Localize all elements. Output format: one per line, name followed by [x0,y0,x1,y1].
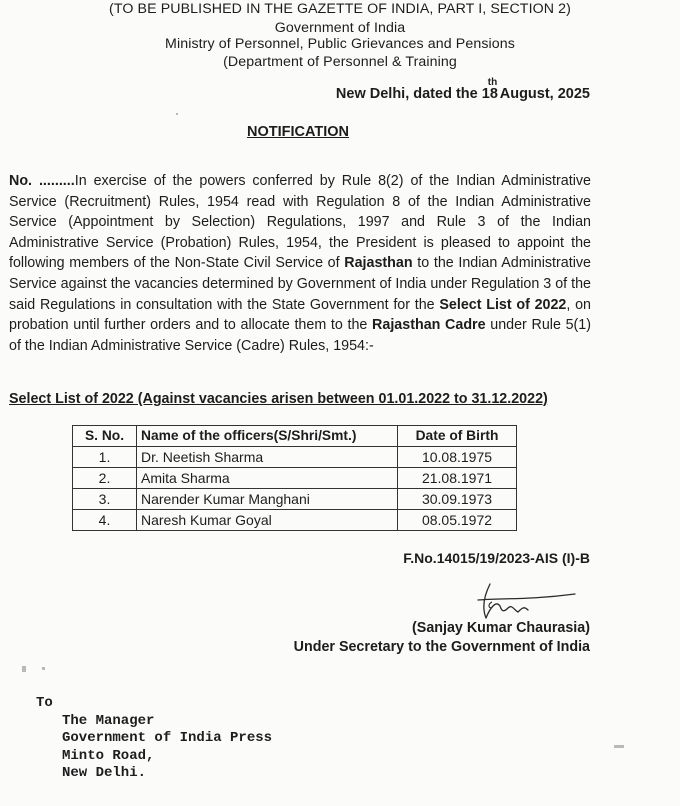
body-select-list: Select List of 2022 [439,296,567,313]
table-row [73,489,517,510]
dateline-month-year: August, 2025 [499,86,590,102]
cell-name: Dr. Neetish Sharma [137,447,398,468]
table-row [73,447,517,468]
body-part-1: In exercise of the powers conferred by Rule 8(2) of the Indian Administrative Service (Recruitment) Rules, 1954 read with Regulation 8 of the Indian Administrative Service (Appointment by Selection) Regulations, 1997 and Rule 3 of the Indian Administrative Service (Probation) Rules, 1954, the President is pleased to appoint the following members of the Non-State Civil Service of [9,173,591,272]
cell-name: Amita Sharma [137,468,398,489]
cell-sno: 3. [73,489,137,510]
addressee-line: The Manager [62,712,155,729]
addressee-line: Government of India Press [62,730,273,746]
addressee-block [36,695,272,783]
dateline-prefix: New Delhi, dated the [335,86,478,102]
body-cadre: Rajasthan Cadre [372,317,486,334]
file-number: F.No.14015/19/2023-AIS (I)-B [403,550,590,566]
signatory-designation: Under Secretary to the Government of India [293,639,590,655]
body-part-4: under Rule 5(1) of the Indian Administrative Service (Cadre) Rules, 1954:- [9,317,591,354]
scan-speck [22,666,26,672]
dateline [335,77,590,102]
table-row [73,510,517,531]
dateline-day-number: 18 [481,86,498,102]
table-row [73,468,517,489]
body-part-3: , on probation until further orders and to allocate them to the [9,296,591,334]
cell-name: Naresh Kumar Goyal [137,510,398,531]
notification-title: NOTIFICATION [246,124,350,140]
dateline-day [481,77,500,102]
scan-speck [176,113,178,115]
scan-speck [42,667,45,670]
body-state: Rajasthan [344,255,413,272]
cell-name: Narender Kumar Manghani [137,489,398,510]
header-sno: S. No. [73,426,137,447]
ministry-line: Ministry of Personnel, Public Grievances and Pensions [165,36,515,52]
signatory-name: (Sanjay Kumar Chaurasia) [412,620,590,636]
department-line: (Department of Personnel & Training [223,54,457,70]
cell-sno: 4. [73,510,137,531]
addressee-line: Minto Road, [62,747,155,764]
cell-sno: 1. [73,447,137,468]
cell-dob: 10.08.1975 [398,447,517,468]
header-dob: Date of Birth [398,426,517,447]
dateline-day-suffix: th [487,77,498,88]
notification-number: No. ......... [9,173,75,189]
addressee-lines [62,713,272,783]
cell-dob: 08.05.1972 [398,510,517,531]
government-line: Government of India [274,20,406,36]
cell-sno: 2. [73,468,137,489]
gazette-line: (TO BE PUBLISHED IN THE GAZETTE OF INDIA, PART I, SECTION 2) [109,1,571,17]
body-part-2: to the Indian Administrative Service against the vacancies determined by Government of India under Regulation 3 of the said Regulations in consultation with the State Government for the [9,255,591,313]
table-header-row [73,426,517,447]
officers-table [72,425,517,531]
to-label: To [36,695,53,711]
cell-dob: 30.09.1973 [398,489,517,510]
addressee-line: New Delhi. [62,765,147,781]
cell-dob: 21.08.1971 [398,468,517,489]
notification-body [9,171,591,356]
header-name: Name of the officers(S/Shri/Smt.) [137,426,398,447]
scan-speck [614,745,624,748]
select-list-heading: Select List of 2022 (Against vacancies arisen between 01.01.2022 to 31.12.2022) [9,391,548,407]
